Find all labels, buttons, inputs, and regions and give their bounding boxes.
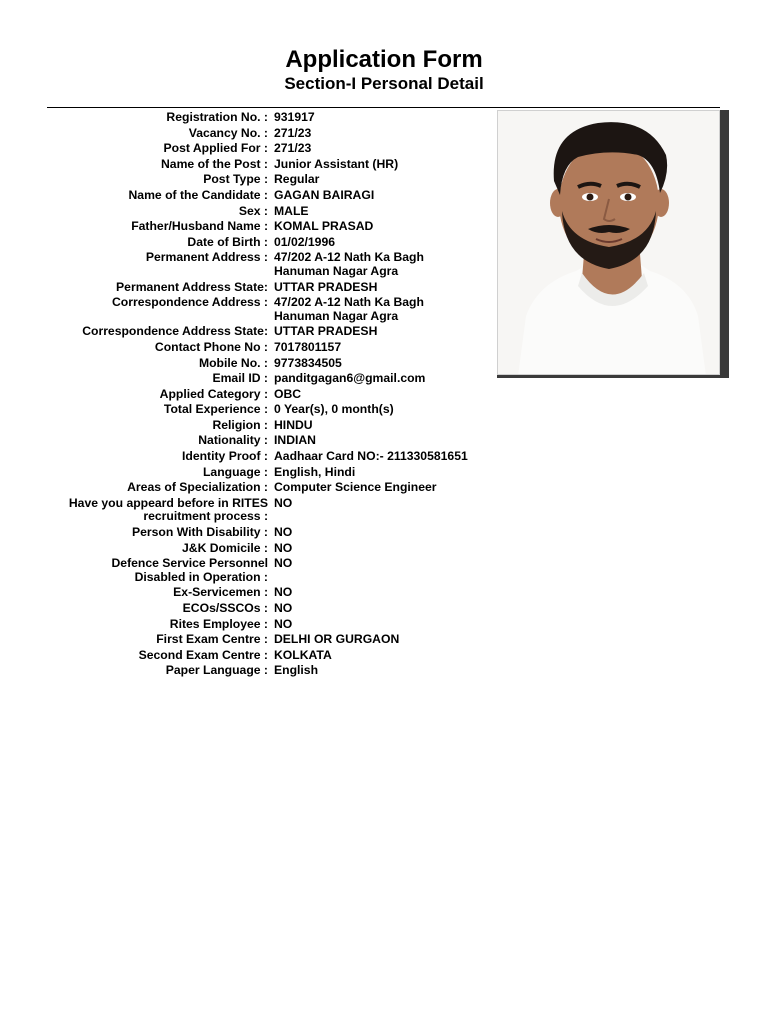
detail-row [0, 205, 500, 219]
detail-value: HINDU [274, 417, 313, 432]
detail-row [0, 542, 500, 556]
detail-row [0, 357, 500, 371]
detail-label: Identity Proof : [182, 449, 268, 464]
detail-value: OBC [274, 386, 302, 401]
candidate-photo-frame [497, 110, 729, 378]
detail-label: Areas of Specialization : [127, 480, 268, 495]
detail-label: ECOs/SSCOs : [182, 601, 268, 615]
detail-row [0, 236, 500, 250]
detail-label: Name of the Post : [161, 156, 268, 171]
detail-label: Name of the Candidate : [128, 187, 268, 202]
detail-value: Aadhaar Card NO:- 211330581651 [274, 449, 468, 464]
detail-label: Second Exam Centre : [138, 647, 268, 662]
detail-value: KOMAL PRASAD [274, 219, 374, 234]
detail-value: NO [274, 585, 293, 600]
detail-label: Sex : [238, 203, 268, 218]
detail-row [0, 602, 500, 616]
candidate-photo [497, 110, 720, 375]
detail-label: Paper Language : [165, 663, 268, 678]
section-title: Section-I Personal Detail [284, 74, 484, 93]
detail-value: NO [274, 525, 293, 540]
detail-row [0, 403, 500, 417]
detail-label: First Exam Centre : [156, 632, 268, 647]
detail-row [0, 251, 500, 278]
detail-label: Religion : [212, 417, 268, 432]
detail-label: Rites Employee : [169, 616, 268, 631]
detail-row [0, 649, 500, 663]
detail-value: UTTAR PRADESH [274, 324, 378, 339]
detail-value: NO [274, 616, 293, 631]
detail-label: Applied Category : [159, 386, 268, 401]
detail-value: MALE [274, 203, 309, 218]
detail-row [0, 281, 500, 295]
detail-row [0, 586, 500, 600]
detail-value: KOLKATA [274, 647, 332, 662]
detail-label: Permanent Address : [145, 250, 268, 265]
detail-label: Registration No. : [166, 110, 268, 124]
detail-label: Father/Husband Name : [131, 219, 268, 234]
detail-label: Correspondence Address State: [82, 324, 268, 339]
detail-label: Permanent Address State: [116, 279, 268, 294]
detail-value: 9773834505 [274, 355, 342, 370]
detail-row [0, 450, 500, 464]
detail-value: panditgagan6@gmail.com [274, 371, 426, 386]
detail-value: 47/202 A-12 Nath Ka Bagh Hanuman Nagar Agra [274, 295, 424, 323]
detail-label: Nationality : [198, 433, 268, 448]
detail-label: Post Type : [203, 172, 268, 187]
detail-value: Computer Science Engineer [274, 480, 437, 495]
detail-value: NO [274, 495, 293, 510]
detail-row [0, 296, 500, 323]
detail-row [0, 388, 500, 402]
detail-value: GAGAN BAIRAGI [274, 187, 375, 202]
detail-label: Language : [202, 464, 268, 479]
detail-row [0, 325, 500, 339]
detail-row [0, 618, 500, 632]
detail-value: 01/02/1996 [274, 234, 335, 249]
detail-value: DELHI OR GURGAON [274, 632, 400, 647]
detail-value: 7017801157 [274, 339, 342, 354]
detail-value: English, Hindi [274, 464, 356, 479]
header-divider [47, 107, 720, 108]
detail-row [0, 419, 500, 433]
detail-row [0, 142, 500, 156]
detail-label: Post Applied For : [163, 141, 268, 156]
detail-value: 0 Year(s), 0 month(s) [274, 402, 394, 417]
detail-row [0, 466, 500, 480]
detail-label: Mobile No. : [198, 355, 268, 370]
detail-label: Have you appeard before in RITES recruitment process : [68, 495, 268, 524]
detail-row [0, 434, 500, 448]
detail-value: NO [274, 540, 293, 555]
detail-row [0, 526, 500, 540]
detail-row [0, 497, 500, 524]
detail-row [0, 220, 500, 234]
personal-detail-list [0, 111, 500, 680]
detail-value: 931917 [274, 110, 315, 124]
detail-label: Date of Birth : [187, 234, 268, 249]
detail-value: 271/23 [274, 125, 312, 140]
detail-row [0, 341, 500, 355]
detail-label: Defence Service Personnel Disabled in Operation : [111, 556, 268, 584]
detail-value: UTTAR PRADESH [274, 279, 378, 294]
detail-label: Total Experience : [163, 402, 268, 417]
detail-row [0, 173, 500, 187]
detail-row [0, 127, 500, 141]
candidate-photo-icon [498, 111, 720, 375]
detail-row [0, 481, 500, 495]
detail-row [0, 111, 500, 125]
detail-row [0, 557, 500, 584]
detail-value: NO [274, 601, 293, 615]
detail-label: Email ID : [212, 371, 268, 386]
detail-value: Junior Assistant (HR) [274, 156, 399, 171]
detail-label: Person With Disability : [131, 525, 268, 540]
form-title: Application Form [285, 46, 483, 73]
detail-row [0, 189, 500, 203]
detail-label: Ex-Servicemen : [173, 585, 268, 600]
detail-row [0, 372, 500, 386]
detail-value: INDIAN [274, 433, 316, 448]
detail-label: Contact Phone No : [154, 339, 268, 354]
detail-value: NO [274, 556, 293, 571]
detail-value: 47/202 A-12 Nath Ka Bagh Hanuman Nagar Agra [274, 250, 424, 278]
detail-value: English [274, 663, 319, 678]
detail-label: J&K Domicile : [181, 540, 268, 555]
detail-value: 271/23 [274, 141, 312, 156]
detail-row [0, 664, 500, 678]
detail-label: Vacancy No. : [188, 125, 268, 140]
detail-row [0, 633, 500, 647]
detail-label: Correspondence Address : [112, 295, 268, 310]
detail-value: Regular [274, 172, 320, 187]
detail-row [0, 158, 500, 172]
